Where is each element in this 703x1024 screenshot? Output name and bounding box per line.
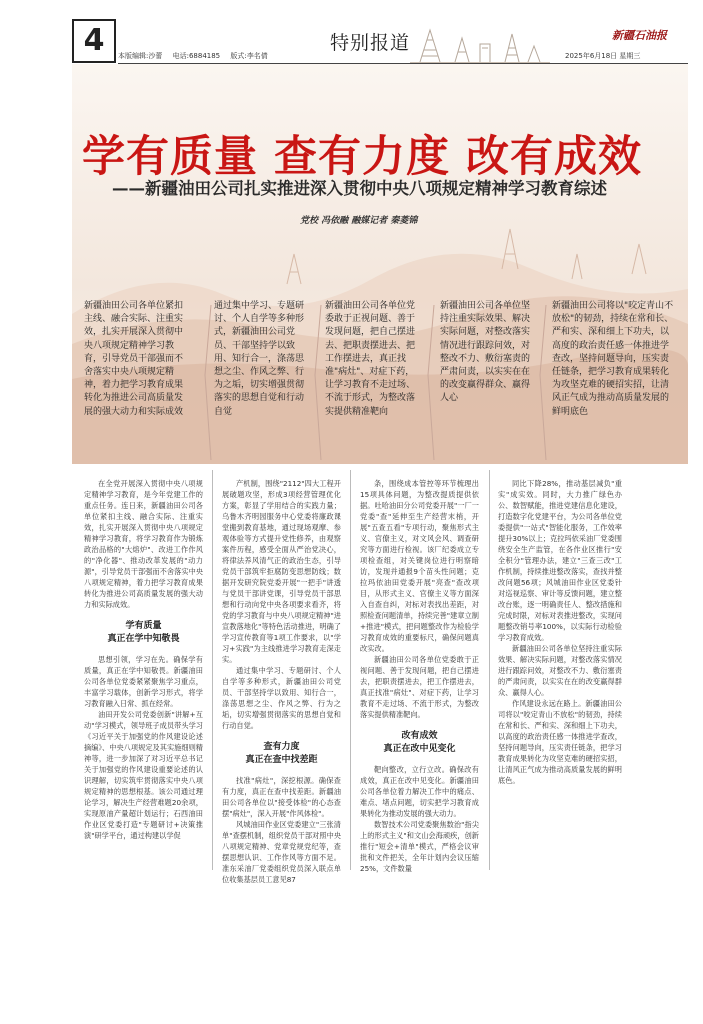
- intro-column-1: 新疆油田公司各单位紧扣主线、融合实际、注重实效，扎实开展深入贯彻中央八项规定精神学习教育，引导党员干部强而不舍落实中央八项规定精神，着力把学习教育成果转化为推进公司高质量发展的强大动力和实际成效: [84, 301, 184, 417]
- meta-layout: 版式:李名倩: [230, 52, 268, 60]
- article-byline: 党校 冯依融 融媒记者 秦菱锦: [300, 216, 418, 226]
- body-column-2: [222, 478, 341, 885]
- heading-sub: 真正在学中知敬畏: [107, 634, 180, 644]
- paragraph: 作风建设永远在路上。新疆油田公司将以"咬定青山不放松"的韧劲，持续在常和长、严和实、深和细上下功夫，以高度的政治责任感一体推进学查改，坚持问题导向，压实责任链条，把学习教育成果转化为攻坚克难的硬招实招，让清风正气成为推动高质量发展的鲜明底色。: [498, 699, 622, 785]
- paragraph: 新疆油田公司各单位党委敢于正视问题、善于发现问题，把自己摆进去，把职责摆进去，把工作摆进去，真正找准"病灶"、对症下药，让学习教育不走过场、不流于形式，为整改落实提供精准靶向。: [360, 655, 479, 719]
- paragraph: 思想引领，学习在先。确保学有质量，真正在学中知敬畏。新疆油田公司各单位党委紧紧聚焦学习重点，丰富学习载体，创新学习形式，将学习教育融入日常、抓在经常。: [84, 655, 203, 708]
- intro-divider: [313, 305, 323, 460]
- paragraph: 同比下降28%，推动基层减负"重实"成实效。同时，大力推广绿色办公、数智赋能，推进党建信息化建设，打造数字化党建平台，为公司各单位党委提供"一站式"智能化服务，工作效率提升30%以上；克拉玛依采油厂党委围绕安全生产监管，在各作业区推行"安全积分"管理办法，建立"三查三改"工作机制，持续推进整改落实，查找并整改问题56项；风城油田作业区党委针对巡视巡察、审计等反馈问题，建立整改台账，逐一明确责任人、整改措施和完成时限，对标对表推进整改，实现问题整改销号率100%，以实际行动检验学习教育成效。: [498, 479, 622, 642]
- section-heading: [84, 620, 203, 646]
- paragraph: 新疆油田公司各单位坚持注重实际效果、解决实际问题，对整改落实情况进行跟踪问效，对整改不力、敷衍塞责的严肃问责，以实实在在的改变赢得群众、赢得人心。: [498, 644, 622, 697]
- body-column-3: [360, 478, 479, 874]
- section-heading: [360, 730, 479, 756]
- article-subtitle: ——新疆油田公司扎实推进深入贯彻中央八项规定精神学习教育综述: [112, 179, 607, 198]
- heading-main: 查有力度: [263, 742, 300, 752]
- column-divider: [212, 470, 213, 870]
- article-title: 学有质量 查有力度 改有成效: [82, 132, 642, 182]
- paragraph: 条，围绕成本管控等环节梳理出15项具体问题，为整改提质提供依据。吐哈油田分公司党委开展"一厂一党委"查"延伸至生产经营末梢，开展"五查五看"专项行动，聚焦形式主义、官僚主义，对文风会风、调查研究等方面进行检视。该厂纪委成立专项检查组，对关键岗位进行明察暗访，发现并通报9个苗头性问题；克拉玛依油田党委开展"亮查"查改项目，从形式主义、官僚主义等方面深入自查自纠，对标对表找出差距，对照检查问题清单，持续完善"建章立制+推进"模式，把问题整改作为检验学习教育成效的重要标尺，确保问题真改实改。: [360, 479, 479, 653]
- heading-main: 改有成效: [401, 731, 438, 741]
- section-label: 特别报道: [330, 32, 411, 54]
- editor-meta: [118, 51, 276, 61]
- paragraph: 找准"病灶"，深挖根源。确保查有力度，真正在查中找差距。新疆油田公司各单位以"接受体检"的心态查摆"病灶"，深入开展"作风体检"。: [222, 776, 341, 818]
- paragraph: 数智技术公司党委聚焦数治"指尖上的形式主义"和文山会海顽疾，创新推行"短会+清单"模式，严格会议审批和文件把关，全年计划内会议压缩25%，文件数量: [360, 820, 479, 873]
- body-column-1: [84, 478, 203, 841]
- column-divider: [350, 470, 351, 870]
- paragraph: 风城油田作业区党委建立"三张清单"查摆机制，组织党员干部对照中央八项规定精神、党章党规党纪等，查摆思想认识、工作作风等方面不足。准东采油厂党委组织党员深入联点单位收集基层员工意见87: [222, 820, 341, 884]
- column-divider: [489, 470, 490, 870]
- intro-column-4: 新疆油田公司各单位坚持注重实际效果、解决实际问题，对整改落实情况进行跟踪问效，对整改不力、敷衍塞责的严肃问责，以实实在在的改变赢得群众、赢得人心: [440, 301, 531, 404]
- heading-sub: 真正在改中见变化: [383, 744, 456, 754]
- oil-derrick-skyline-icon: [410, 22, 550, 64]
- paragraph: 靶向整改，立行立改。确保改有成效，真正在改中见变化。新疆油田公司各单位着力解决工作中的痛点、难点、堵点问题，切实把学习教育成果转化为推动发展的强大动力。: [360, 765, 479, 818]
- paragraph: 产机制，围绕"2112"四大工程开展破题攻坚，形成3项经营管理优化方案，彰显了学用结合的实践力量；乌鲁木齐明园服务中心党委将廉政课堂搬到教育基地，通过现场观摩、参观体验等方式提升党性修养，由观察案件历程，感受全面从严治党决心，将律法养风清气正的政治生态，引导党员干部筑牢拒腐防变思想防线；数据开发研究院党委开展"一把手"讲透与党员干部讲党课，引导党员干部思想和行动向党中央各项要求看齐，将党的学习教育与中央八项规定精神"进宣教落地化"等特色活动推进，明确了学习宣传教育等1项工作要求，以"学习+实践"为主线推进学习教育走深走实。: [222, 479, 341, 664]
- section-heading: [222, 741, 341, 767]
- meta-phone: 电话:6884185: [172, 52, 221, 60]
- intro-column-3: 新疆油田公司各单位党委敢于正视问题、善于发现问题，把自己摆进去、把职责摆进去、把工作摆进去，真正找准"病灶"、对症下药，让学习教育不走过场、不流于形式，为整改落实提供精准靶向: [325, 301, 416, 417]
- intro-column-2: 通过集中学习、专题研讨、个人自学等多种形式，新疆油田公司党员、干部坚持学以致用、知行合一，涤荡思想之尘、作风之弊、行为之垢，切实增强贯彻落实的思想自觉和行动自觉: [214, 301, 305, 417]
- paragraph: 在全党开展深入贯彻中央八项规定精神学习教育，是今年党建工作的重点任务。连日来，新疆油田公司各单位紧扣主线、融合实际、注重实效，扎实开展深入贯彻中央八项规定精神学习教育，将学习教育作为锻炼政治品格的"大熔炉"、改进工作作风的"净化器"、推动改革发展的"动力源"，引导党员干部强而不舍落实中央八项规定精神，着力把学习教育成果转化为推进公司高质量发展的强大动力和实际成效。: [84, 479, 203, 609]
- intro-divider: [538, 305, 548, 460]
- page-number: 4: [72, 19, 116, 63]
- paragraph: 油田开发公司党委创新"讲解+互动"学习模式，领导班子成员带头学习《习近平关于加强党的作风建设论述摘编》、中央八项规定及其实施细则精神等，进一步加深了对习近平总书记关于加强党的作风建设重要论述的认识理解，切实筑牢贯彻落实中央八项规定精神的思想根基。该公司通过理论学习，解决生产经营难题20余项，实现原油产量超计划运行；石西油田作业区党委打造"专题研讨+决策推演"研学平台，通过构建以学促: [84, 710, 203, 840]
- newspaper-name: 新疆石油报: [612, 29, 667, 42]
- meta-editor: 本版编辑:沙蕾: [118, 52, 163, 60]
- issue-date: 2025年6月18日 星期三: [565, 52, 641, 60]
- intro-column-5: 新疆油田公司将以"咬定青山不放松"的韧劲，持续在常和长、严和实、深和细上下功夫，以高度的政治责任感一体推进学查改，坚持问题导向，压实责任链条，把学习教育成果转化为攻坚克难的硬招实招，让清风正气成为推动高质量发展的鲜明底色: [552, 301, 674, 417]
- heading-sub: 真正在查中找差距: [245, 755, 318, 765]
- intro-divider: [426, 305, 436, 460]
- intro-divider: [203, 305, 213, 460]
- paragraph: 通过集中学习、专题研讨、个人自学等多种形式，新疆油田公司党员、干部坚持学以致用、知行合一，涤荡思想之尘、作风之弊、行为之垢，切实增强贯彻落实的思想自觉和行动自觉。: [222, 666, 341, 730]
- body-column-4: [498, 478, 622, 786]
- heading-main: 学有质量: [125, 621, 162, 631]
